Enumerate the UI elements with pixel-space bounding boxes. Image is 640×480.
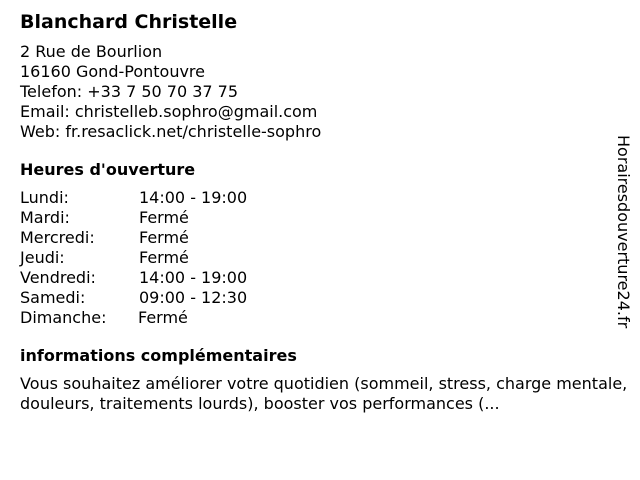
hours-day: Mercredi:: [20, 228, 95, 247]
address-line-1: 2 Rue de Bourlion: [20, 42, 163, 61]
hours-day: Lundi:: [20, 188, 69, 207]
site-watermark: Horairesdouverture24.fr: [614, 135, 633, 329]
hours-day: Vendredi:: [20, 268, 96, 287]
hours-time: 14:00 - 19:00: [139, 188, 248, 207]
hours-time: Fermé: [139, 248, 189, 267]
opening-hours-table: [20, 188, 620, 328]
hours-row-saturday: [20, 288, 620, 308]
hours-day: Mardi:: [20, 208, 70, 227]
web-line: Web: fr.resaclick.net/christelle-sophro: [20, 122, 322, 141]
additional-info-text: Vous souhaitez améliorer votre quotidien (sommeil, stress, charge mentale, douleurs, traitements lourds), booster vos performances (...: [20, 374, 628, 413]
hours-time: Fermé: [138, 308, 188, 327]
opening-hours-heading: Heures d'ouverture: [20, 160, 196, 179]
hours-day: Dimanche:: [20, 308, 107, 327]
additional-info-heading: informations complémentaires: [20, 346, 297, 365]
hours-row-thursday: [20, 248, 620, 268]
hours-time: 09:00 - 12:30: [139, 288, 248, 307]
hours-row-tuesday: [20, 208, 620, 228]
phone-line: Telefon: +33 7 50 70 37 75: [20, 82, 239, 101]
hours-day: Samedi:: [20, 288, 86, 307]
hours-time: 14:00 - 19:00: [139, 268, 248, 287]
business-name: Blanchard Christelle: [20, 11, 238, 33]
address-line-2: 16160 Gond-Pontouvre: [20, 62, 205, 81]
hours-day: Jeudi:: [20, 248, 65, 267]
hours-row-friday: [20, 268, 620, 288]
hours-time: Fermé: [139, 208, 189, 227]
hours-row-sunday: [20, 308, 620, 328]
hours-time: Fermé: [139, 228, 189, 247]
email-line: Email: christelleb.sophro@gmail.com: [20, 102, 318, 121]
hours-row-monday: [20, 188, 620, 208]
hours-row-wednesday: [20, 228, 620, 248]
